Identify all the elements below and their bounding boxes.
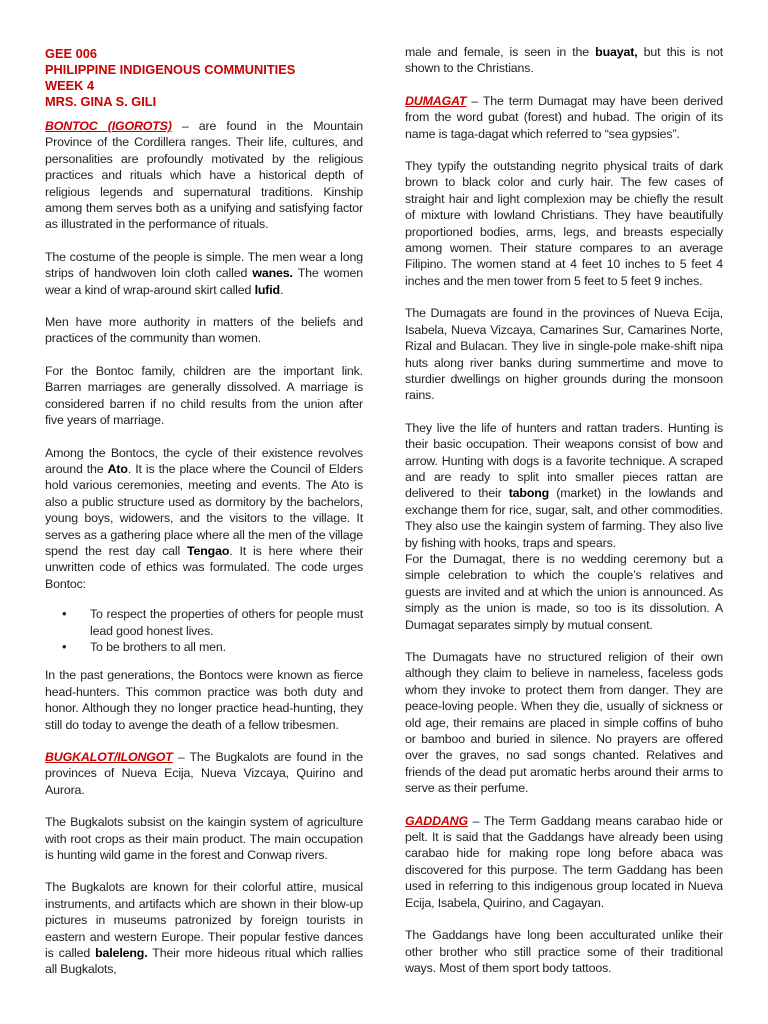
dumagat-livelihood-paragraph — [405, 420, 723, 551]
bontoc-term: BONTOC (IGOROTS) — [45, 119, 172, 133]
instructor-name: MRS. GINA S. GILI — [45, 94, 157, 109]
keyword-tengao: Tengao — [187, 543, 230, 558]
dumagat-marriage-paragraph: For the Dumagat, there is no wedding ceremony but a simple celebration to which the couple’s relatives and guests are invited and at which the union is announced. As simply as the union is made, so too is its dissolution. A Dumagat separates simply by mutual consent. — [405, 551, 723, 632]
list-item: • To respect the properties of others for people must lead good honest lives. — [90, 606, 363, 639]
dumagat-intro-paragraph — [405, 93, 723, 142]
paragraph-text: but this is not shown to the Christians. — [405, 45, 723, 76]
bontoc-ato-paragraph — [45, 445, 363, 593]
keyword-ato: Ato — [107, 461, 128, 476]
keyword-lufid: lufid — [254, 282, 280, 297]
paragraph-text: . — [279, 282, 284, 297]
week-label: WEEK 4 — [45, 78, 95, 93]
left-column — [45, 46, 363, 978]
paragraph-text: . It is the place where the Council of Elders hold various ceremonies, meeting and events. The Ato is also a public structure used as dormitory by the bachelors, young boys, widowers, and the visitors to the village. It serves as a gathering place where all the men of the village spend the rest day call — [45, 461, 364, 558]
paragraph-text: – The Term Gaddang means carabao hide or pelt. It is said that the Gaddangs have already been using carabao hide for making rope long before abaca was discovered for this purpose. The term Gaddang has been used in referring to this indigenous group located in Nueva Ecija, Isabela, Quirino, and Cagayan. — [405, 813, 723, 910]
bugkalot-attire-paragraph-end — [405, 44, 723, 77]
dumagat-location-paragraph: The Dumagats are found in the provinces of Nueva Ecija, Isabela, Nueva Vizcaya, Camarines Sur, Camarines Norte, Rizal and Bulacan. They live in single-pole make-shift nipa huts along river banks during summertime and move to sturdier dwellings on higher grounds during the monsoon rains. — [405, 306, 723, 403]
right-column — [405, 44, 723, 992]
bontoc-costume-paragraph — [45, 249, 363, 298]
bugkalot-term: BUGKALOT/ILONGOT — [45, 750, 173, 764]
course-code: GEE 006 — [45, 46, 97, 61]
paragraph-text: (market) in the lowlands and exchange them for rice, sugar, salt, and other commodities. They also use the kaingin system of farming. They also live by fishing with hooks, traps and spears. — [405, 486, 723, 550]
keyword-buayat: buayat, — [595, 45, 638, 59]
dumagat-term: DUMAGAT — [405, 93, 467, 108]
bontoc-family-paragraph: For the Bontoc family, children are the important link. Barren marriages are generally dissolved. A marriage is considered barren if no child results from the union after five years of marriage. — [45, 363, 363, 428]
paragraph-text: male and female, is seen in the — [405, 45, 596, 59]
list-item: • To be brothers to all men. — [90, 639, 363, 655]
bugkalot-subsistence-paragraph: The Bugkalots subsist on the kaingin system of agriculture with root crops as their main product. The main occupation is hunting wild game in the forest and Conwap rivers. — [45, 815, 363, 863]
paragraph-text: – The term Dumagat may have been derived from the word gubat (forest) and hubad. The origin of its name is taga-dagat which referred to “sea gypsies”. — [405, 93, 723, 141]
keyword-baleleng: baleleng. — [95, 946, 148, 961]
paragraph-text: . It is here where their unwritten code of ethics was formulated. The code urges Bontoc: — [45, 543, 363, 591]
bontoc-intro-text: – are found in the Mountain Province of the Cordillera ranges. Their life, cultures, and personalities are profoundly motivated by the religious practices and rituals which have a historical depth of religious legends and supernatural traditions. Kinship among them serves both as a unifying and satisfying factor as illustrated in the performance of rituals. — [45, 119, 363, 232]
paragraph-text: The women wear a kind of wrap-around skirt called — [45, 266, 363, 297]
dumagat-religion-paragraph: The Dumagats have no structured religion of their own although they claim to believe in nameless, faceless gods whom they invoke to protect them from danger. They are peace-loving people. When they die, usually of sickness or old age, their remains are placed in simple coffins of buho or bamboo and buried in silence. No prayers are offered over the graves, no sad songs chanted. Relatives and friends of the dead put aromatic herbs around their arms to serve as their perfume. — [405, 650, 723, 796]
paragraph-text: The costume of the people is simple. The men wear a long strips of handwoven loin cloth called — [45, 249, 363, 281]
bontoc-headhunters-paragraph: In the past generations, the Bontocs were known as fierce head-hunters. This common practice was both duty and honor. Although they no longer practice head-hunting, they still do today to avenge the death of a fellow tribesmen. — [45, 668, 363, 732]
keyword-wanes: wanes. — [252, 266, 293, 281]
bontoc-authority-paragraph: Men have more authority in matters of the beliefs and practices of the community than women. — [45, 315, 363, 346]
dumagat-traits-paragraph: They typify the outstanding negrito physical traits of dark brown to black color and curly hair. The few cases of straight hair and light complexion may be chiefly the result of mixture with lowland Christians. They have beautifully proportioned bodies, arms, legs, and breasts especially among women. Their stature compares to an average Filipino. The women stand at 4 feet 10 inches to 5 feet 4 inches and the men tower from 5 feet to 5 feet 9 inches. — [405, 159, 723, 288]
paragraph-text: The Bugkalots are known for their colorful attire, musical instruments, and artifacts which are shown in their blow-up pictures in museums patronized by foreign tourists in eastern and western Europe. Their popular festive dances is called — [45, 880, 363, 961]
bugkalot-attire-paragraph-start — [45, 879, 363, 977]
document-header — [45, 46, 363, 110]
bontoc-intro-paragraph — [45, 118, 363, 233]
paragraph-text: Among the Bontocs, the cycle of their existence revolves around the — [45, 445, 363, 476]
document-title: PHILIPPINE INDIGENOUS COMMUNITIES — [45, 62, 296, 77]
paragraph-text: – The Bugkalots are found in the provinces of Nueva Ecija, Nueva Vizcaya, Quirino and Aurora. — [45, 750, 363, 797]
bontoc-code-list — [45, 606, 363, 655]
gaddang-acculturation-paragraph: The Gaddangs have long been acculturated unlike their other brother who still practice some of their traditional ways. Most of them sport body tattoos. — [405, 928, 723, 975]
bugkalot-intro-paragraph — [45, 749, 363, 798]
gaddang-intro-paragraph — [405, 813, 723, 911]
paragraph-text: They live the life of hunters and rattan traders. Hunting is their basic occupation. Their weapons consist of bow and arrow. Hunting with dogs is a favorite technique. A scraped and are ready to split into smaller pieces rattan are delivered to their — [405, 420, 723, 501]
keyword-tabong: tabong — [508, 486, 550, 501]
paragraph-text: Their more hideous ritual which rallies all Bugkalots, — [45, 946, 363, 977]
gaddang-term: GADDANG — [405, 813, 468, 828]
